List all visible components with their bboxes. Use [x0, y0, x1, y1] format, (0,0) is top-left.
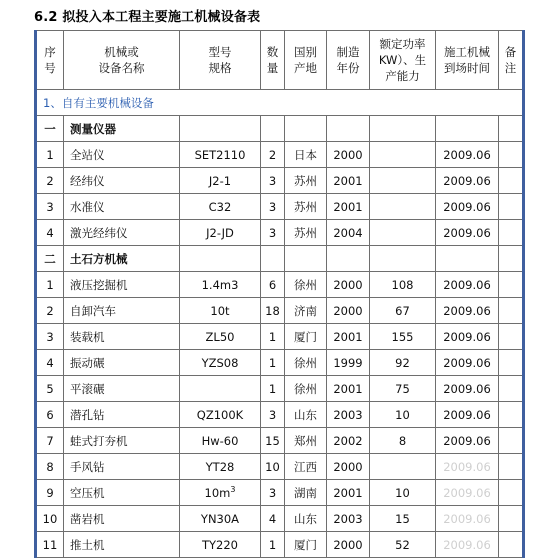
row-no: 9 [36, 480, 64, 506]
origin: 苏州 [285, 220, 327, 246]
empty-cell [285, 116, 327, 142]
arrival-time: 2009.06 [436, 506, 499, 532]
row-no: 2 [36, 168, 64, 194]
origin: 厦门 [285, 532, 327, 558]
origin: 郑州 [285, 428, 327, 454]
manufacture-year: 2001 [327, 324, 370, 350]
quantity: 1 [261, 532, 285, 558]
note [499, 532, 524, 558]
equipment-name: 平滚碾 [64, 376, 180, 402]
model-spec [180, 142, 261, 168]
arrival-time: 2009.06 [436, 402, 499, 428]
table-row [36, 298, 524, 324]
equipment-name: 经纬仪 [64, 168, 180, 194]
note [499, 194, 524, 220]
quantity: 1 [261, 350, 285, 376]
manufacture-year: 2000 [327, 532, 370, 558]
row-no: 11 [36, 532, 64, 558]
note [499, 220, 524, 246]
model-text: 10m [204, 485, 231, 500]
header-name: 机械或 设备名称 [64, 31, 180, 90]
equipment-table [34, 30, 525, 558]
model-text: ZL50 [205, 329, 235, 344]
model-text: TY220 [202, 537, 238, 552]
origin: 徐州 [285, 376, 327, 402]
origin: 厦门 [285, 324, 327, 350]
model-spec [180, 298, 261, 324]
model-text: YZS08 [201, 355, 239, 370]
note [499, 402, 524, 428]
note [499, 376, 524, 402]
arrival-time: 2009.06 [436, 428, 499, 454]
row-no: 7 [36, 428, 64, 454]
origin: 山东 [285, 506, 327, 532]
model-spec [180, 272, 261, 298]
manufacture-year: 2001 [327, 194, 370, 220]
equipment-table-body [36, 31, 524, 558]
row-no: 10 [36, 506, 64, 532]
model-spec [180, 194, 261, 220]
header-row [36, 31, 524, 90]
section-title: 1、自有主要机械设备 [36, 90, 524, 116]
origin: 日本 [285, 142, 327, 168]
arrival-time: 2009.06 [436, 168, 499, 194]
rated-power: 8 [370, 428, 436, 454]
empty-cell [499, 116, 524, 142]
table-row [36, 350, 524, 376]
empty-cell [370, 246, 436, 272]
quantity: 15 [261, 428, 285, 454]
model-spec [180, 454, 261, 480]
table-row [36, 324, 524, 350]
model-spec [180, 376, 261, 402]
quantity: 18 [261, 298, 285, 324]
model-spec [180, 220, 261, 246]
equipment-name: 液压挖掘机 [64, 272, 180, 298]
row-no: 3 [36, 324, 64, 350]
header-qty: 数 量 [261, 31, 285, 90]
rated-power [370, 220, 436, 246]
model-spec [180, 350, 261, 376]
manufacture-year: 2002 [327, 428, 370, 454]
quantity: 3 [261, 194, 285, 220]
table-row [36, 194, 524, 220]
empty-cell [327, 246, 370, 272]
empty-cell [436, 116, 499, 142]
model-spec [180, 506, 261, 532]
manufacture-year: 2000 [327, 454, 370, 480]
arrival-time: 2009.06 [436, 194, 499, 220]
row-no: 4 [36, 350, 64, 376]
empty-cell [261, 116, 285, 142]
note [499, 480, 524, 506]
category-row [36, 116, 524, 142]
rated-power: 10 [370, 402, 436, 428]
manufacture-year: 2000 [327, 298, 370, 324]
rated-power: 92 [370, 350, 436, 376]
header-no: 序 号 [36, 31, 64, 90]
row-no: 1 [36, 272, 64, 298]
quantity: 1 [261, 324, 285, 350]
arrival-time: 2009.06 [436, 532, 499, 558]
origin: 山东 [285, 402, 327, 428]
model-unit-superscript: 3 [230, 484, 236, 494]
table-row [36, 506, 524, 532]
rated-power: 15 [370, 506, 436, 532]
arrival-time: 2009.06 [436, 272, 499, 298]
manufacture-year: 2001 [327, 168, 370, 194]
rated-power [370, 168, 436, 194]
arrival-time: 2009.06 [436, 350, 499, 376]
header-arrival: 施工机械 到场时间 [436, 31, 499, 90]
origin: 江西 [285, 454, 327, 480]
model-text: SET2110 [194, 147, 246, 162]
model-text: QZ100K [196, 407, 244, 422]
category-no: 一 [36, 116, 64, 142]
equipment-name: 自卸汽车 [64, 298, 180, 324]
row-no: 4 [36, 220, 64, 246]
equipment-table-container [34, 30, 522, 558]
equipment-name: 激光经纬仪 [64, 220, 180, 246]
table-row [36, 168, 524, 194]
model-spec [180, 168, 261, 194]
row-no: 1 [36, 142, 64, 168]
category-name: 土石方机械 [64, 246, 180, 272]
origin: 苏州 [285, 168, 327, 194]
category-row [36, 246, 524, 272]
model-text: J2-1 [208, 173, 232, 188]
row-no: 6 [36, 402, 64, 428]
manufacture-year: 2004 [327, 220, 370, 246]
table-row [36, 402, 524, 428]
origin: 湖南 [285, 480, 327, 506]
origin: 徐州 [285, 272, 327, 298]
header-model: 型号 规格 [180, 31, 261, 90]
model-text: J2-JD [206, 225, 234, 240]
empty-cell [370, 116, 436, 142]
header-power: 额定功率 KW）、生 产能力 [370, 31, 436, 90]
note [499, 142, 524, 168]
note [499, 298, 524, 324]
quantity: 3 [261, 402, 285, 428]
empty-cell [180, 246, 261, 272]
note [499, 168, 524, 194]
quantity: 3 [261, 480, 285, 506]
document-title: 6.2 拟投入本工程主要施工机械设备表 [34, 10, 261, 25]
header-year: 制造 年份 [327, 31, 370, 90]
rated-power: 108 [370, 272, 436, 298]
arrival-time: 2009.06 [436, 142, 499, 168]
manufacture-year: 2003 [327, 402, 370, 428]
model-spec [180, 532, 261, 558]
empty-cell [499, 246, 524, 272]
note [499, 324, 524, 350]
arrival-time: 2009.06 [436, 298, 499, 324]
rated-power [370, 454, 436, 480]
equipment-name: 装载机 [64, 324, 180, 350]
model-text: YN30A [200, 511, 240, 526]
header-origin: 国别 产地 [285, 31, 327, 90]
note [499, 428, 524, 454]
section-row [36, 90, 524, 116]
empty-cell [327, 116, 370, 142]
equipment-name: 振动碾 [64, 350, 180, 376]
manufacture-year: 2003 [327, 506, 370, 532]
empty-cell [436, 246, 499, 272]
rated-power: 10 [370, 480, 436, 506]
quantity: 3 [261, 168, 285, 194]
arrival-time: 2009.06 [436, 480, 499, 506]
table-row [36, 376, 524, 402]
category-no: 二 [36, 246, 64, 272]
origin: 徐州 [285, 350, 327, 376]
note [499, 350, 524, 376]
manufacture-year: 2000 [327, 142, 370, 168]
model-spec [180, 480, 261, 506]
table-row [36, 220, 524, 246]
origin: 济南 [285, 298, 327, 324]
quantity: 1 [261, 376, 285, 402]
rated-power: 67 [370, 298, 436, 324]
model-spec [180, 324, 261, 350]
table-row [36, 480, 524, 506]
row-no: 3 [36, 194, 64, 220]
table-row [36, 428, 524, 454]
row-no: 2 [36, 298, 64, 324]
equipment-name: 推土机 [64, 532, 180, 558]
note [499, 272, 524, 298]
table-row [36, 532, 524, 558]
rated-power [370, 142, 436, 168]
empty-cell [180, 116, 261, 142]
model-text: C32 [208, 199, 232, 214]
quantity: 3 [261, 220, 285, 246]
equipment-name: 手风钻 [64, 454, 180, 480]
note [499, 506, 524, 532]
table-row [36, 454, 524, 480]
model-spec [180, 402, 261, 428]
equipment-name: 水准仪 [64, 194, 180, 220]
quantity: 4 [261, 506, 285, 532]
model-text: 1.4m3 [201, 277, 239, 292]
arrival-time: 2009.06 [436, 324, 499, 350]
model-text: YT28 [205, 459, 235, 474]
model-text: 10t [210, 303, 230, 318]
category-name: 测量仪器 [64, 116, 180, 142]
manufacture-year: 2001 [327, 480, 370, 506]
equipment-name: 空压机 [64, 480, 180, 506]
arrival-time: 2009.06 [436, 220, 499, 246]
quantity: 2 [261, 142, 285, 168]
manufacture-year: 2000 [327, 272, 370, 298]
arrival-time: 2009.06 [436, 454, 499, 480]
manufacture-year: 1999 [327, 350, 370, 376]
quantity: 10 [261, 454, 285, 480]
note [499, 454, 524, 480]
equipment-name: 凿岩机 [64, 506, 180, 532]
manufacture-year: 2001 [327, 376, 370, 402]
arrival-time: 2009.06 [436, 376, 499, 402]
header-note: 备 注 [499, 31, 524, 90]
equipment-name: 全站仪 [64, 142, 180, 168]
rated-power: 52 [370, 532, 436, 558]
row-no: 5 [36, 376, 64, 402]
empty-cell [261, 246, 285, 272]
quantity: 6 [261, 272, 285, 298]
model-text: Hw-60 [201, 433, 239, 448]
empty-cell [285, 246, 327, 272]
model-spec [180, 428, 261, 454]
row-no: 8 [36, 454, 64, 480]
rated-power [370, 194, 436, 220]
rated-power: 155 [370, 324, 436, 350]
rated-power: 75 [370, 376, 436, 402]
equipment-name: 潜孔钻 [64, 402, 180, 428]
table-row [36, 272, 524, 298]
equipment-name: 蛙式打夯机 [64, 428, 180, 454]
origin: 苏州 [285, 194, 327, 220]
table-row [36, 142, 524, 168]
